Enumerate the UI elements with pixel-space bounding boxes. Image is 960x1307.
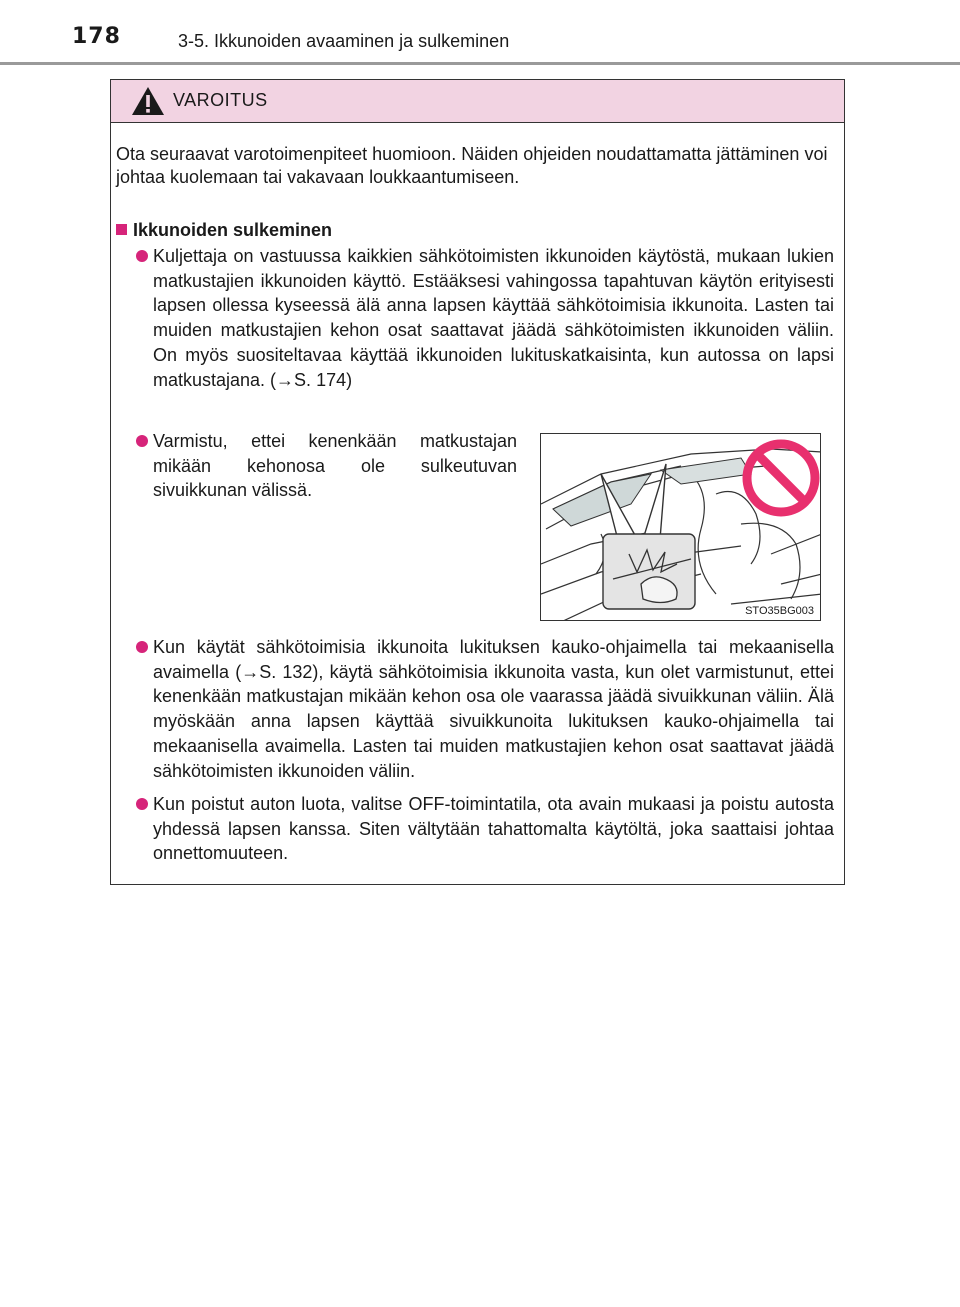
bullet-dot-icon	[136, 641, 148, 653]
page-header	[0, 0, 960, 64]
warning-triangle-icon	[131, 86, 165, 116]
section-title: 3-5. Ikkunoiden avaaminen ja sulkeminen	[178, 31, 510, 51]
page-number: 178	[72, 24, 121, 49]
square-bullet-icon	[116, 224, 127, 235]
list-item-text: Kun käytät sähkötoimisia ikkunoita lukituksen kauko-ohjaimella tai mekaanisella avaimella (→S. 132), käytä sähkötoimisia ikkunoita vasta, kun olet varmistunut, ettei kenenkään matkustajan mikään kehon osa ole vaarassa jäädä sivuikkunan väliin. Älä myöskään anna lapsen käyttää sivuikkunoita lukituksen kauko-ohjaimella tai mekaanisella avaimella. Lasten tai muiden matkustajien kehon osat saattavat jäädä sähkötoimisten ikkunoiden väliin.	[153, 637, 834, 781]
car-window-illustration	[541, 434, 821, 621]
subheading	[116, 220, 332, 241]
warning-label: VAROITUS	[173, 90, 268, 110]
bullet-dot-icon	[136, 798, 148, 810]
illustration-window-pinch	[540, 433, 821, 621]
warning-header	[111, 80, 844, 123]
figure-code: STO35BG003	[745, 605, 814, 617]
bullet-dot-icon	[136, 250, 148, 262]
header-divider	[0, 62, 960, 65]
warning-intro: Ota seuraavat varotoimenpiteet huomioon. Näiden ohjeiden noudattamatta jättäminen voi johtaa kuolemaan tai vakavaan loukkaantumiseen.	[116, 144, 828, 187]
bullet-dot-icon	[136, 435, 148, 447]
list-item-text: Kun poistut auton luota, valitse OFF-toimintatila, ota avain mukaasi ja poistu autosta yhdessä lapsen kanssa. Siten vältytään tahattomalta käytöltä, joka saattaisi johtaa onnettomuuteen.	[153, 794, 834, 864]
list-item-text: Kuljettaja on vastuussa kaikkien sähkötoimisten ikkunoiden käytöstä, mukaan lukien matkustajien ikkunoiden käyttö. Estääksesi vahingossa tapahtuvan käytön erityisesti lapsen ollessa kyseessä älä anna lapsen käyttää sähkötoimisia ikkunoita. Lasten tai muiden matkustajien kehon osat saattavat jäädä sähkötoimisten ikkunoiden väliin. On myös suositeltavaa käyttää ikkunoiden lukituskatkaisinta, kun autossa on lapsi matkustajana. (→S. 174)	[153, 246, 834, 390]
subheading-text: Ikkunoiden sulkeminen	[133, 220, 333, 240]
list-item-text: Varmistu, ettei kenenkään matkustajan mikään kehonosa ole sulkeutuvan sivuikkunan välissä.	[153, 431, 517, 501]
